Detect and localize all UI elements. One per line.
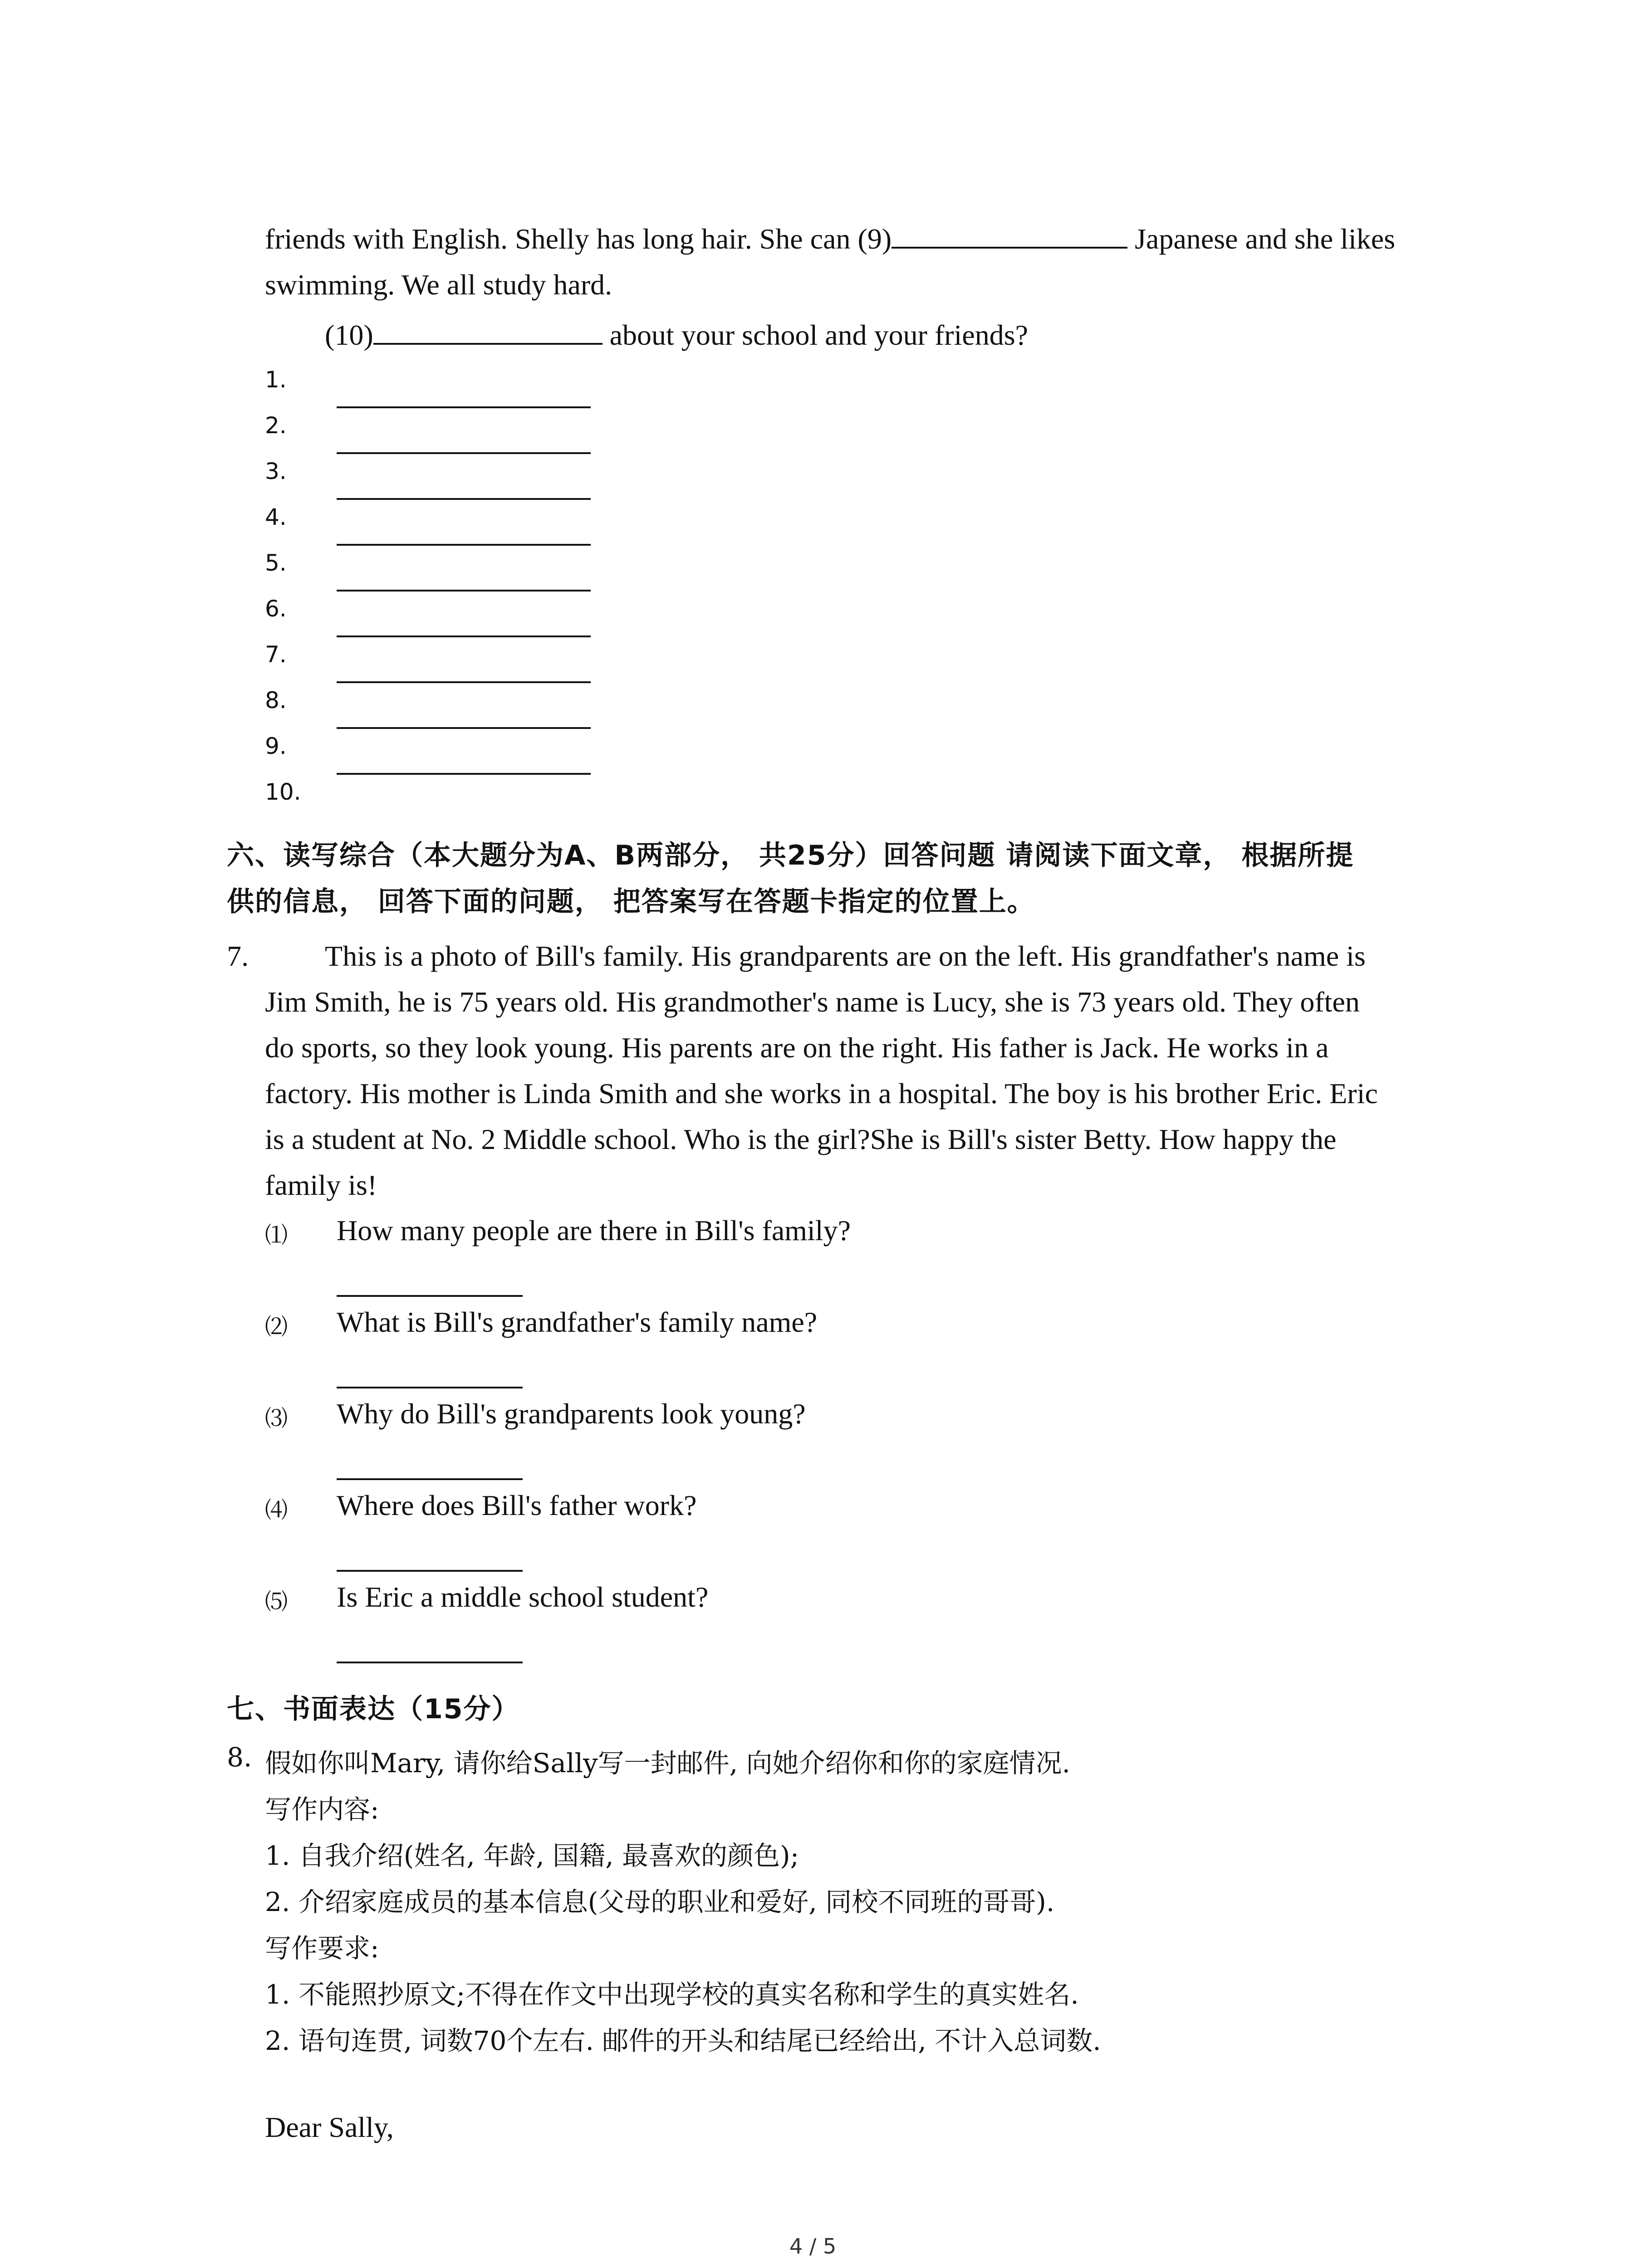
writing-content-item-2: 2. 介绍家庭成员的基本信息(父母的职业和爱好, 同校不同班的哥哥). <box>265 1887 1055 1917</box>
question-8-prompt: 假如你叫Mary, 请你给Sally写一封邮件, 向她介绍你和你的家庭情况. <box>265 1748 1071 1779</box>
answer-line-label: 2. <box>265 412 287 439</box>
answer-line <box>337 590 591 591</box>
question-7-passage-line: do sports, so they look young. His parents are on the right. His father is Jack. He works in a <box>265 1031 1329 1064</box>
passage-text: about your school and your friends? <box>602 319 1029 351</box>
section-7-heading: 七、书面表达（15分） <box>227 1693 520 1725</box>
sub-question-label: ⑸ <box>265 1589 288 1615</box>
answer-line-label: 4. <box>265 504 287 530</box>
sub-question-answer-line <box>337 1295 523 1297</box>
sub-question-label: ⑵ <box>265 1314 288 1340</box>
sub-question-text: What is Bill's grandfather's family name? <box>337 1306 818 1338</box>
blank-9 <box>892 221 1127 249</box>
letter-salutation: Dear Sally, <box>265 2111 394 2143</box>
answer-line <box>337 681 591 683</box>
passage-line-1 <box>265 216 1395 262</box>
answer-line <box>337 452 591 454</box>
writing-requirements-title: 写作要求: <box>265 1933 379 1964</box>
passage-text: friends with English. Shelly has long hair. She can (9) <box>265 223 892 255</box>
sub-question-label: ⑷ <box>265 1497 288 1523</box>
answer-line-label: 1. <box>265 367 287 393</box>
answer-line <box>337 498 591 500</box>
answer-line <box>337 635 591 637</box>
writing-requirement-item-2: 2. 语句连贯, 词数70个左右. 邮件的开头和结尾已经给出, 不计入总词数. <box>265 2025 1101 2056</box>
answer-line <box>337 406 591 408</box>
answer-line-label: 6. <box>265 596 287 622</box>
question-7-passage-line: is a student at No. 2 Middle school. Who is the girl?She is Bill's sister Betty. How happy the <box>265 1123 1337 1155</box>
sub-question-text: Why do Bill's grandparents look young? <box>337 1398 806 1430</box>
sub-question-text: Is Eric a middle school student? <box>337 1581 709 1613</box>
sub-question-answer-line <box>337 1570 523 1572</box>
passage-text: Japanese and she likes <box>1127 223 1396 255</box>
blank-10 <box>373 318 603 345</box>
question-7-passage-line: Jim Smith, he is 75 years old. His grandmother's name is Lucy, she is 73 years old. They often <box>265 986 1360 1018</box>
answer-line-label: 10. <box>265 779 301 805</box>
sub-question-text: How many people are there in Bill's family? <box>337 1214 851 1246</box>
section-6-heading-line-2: 供的信息， 回答下面的问题， 把答案写在答题卡指定的位置上。 <box>227 886 1035 918</box>
question-7-passage-line: family is! <box>265 1169 377 1201</box>
answer-line <box>337 727 591 729</box>
passage-text: (10) <box>325 319 373 351</box>
answer-line-label: 5. <box>265 550 287 576</box>
answer-line-label: 3. <box>265 458 287 484</box>
sub-question-answer-line <box>337 1662 523 1663</box>
answer-line-label: 8. <box>265 687 287 714</box>
passage-line-2: swimming. We all study hard. <box>265 269 612 301</box>
question-8-number: 8. <box>227 1742 252 1773</box>
answer-line <box>337 544 591 546</box>
writing-content-item-1: 1. 自我介绍(姓名, 年龄, 国籍, 最喜欢的颜色); <box>265 1840 799 1871</box>
question-7-passage-line: factory. His mother is Linda Smith and she works in a hospital. The boy is his brother Eric. Eric <box>265 1077 1378 1110</box>
sub-question-answer-line <box>337 1387 523 1388</box>
answer-line-label: 9. <box>265 733 287 759</box>
sub-question-label: ⑴ <box>265 1222 288 1248</box>
answer-line-label: 7. <box>265 641 287 668</box>
writing-content-title: 写作内容: <box>265 1794 379 1825</box>
question-7-number: 7. <box>227 940 249 972</box>
writing-requirement-item-1: 1. 不能照抄原文;不得在作文中出现学校的真实名称和学生的真实姓名. <box>265 1979 1079 2010</box>
page-number: 4 / 5 <box>789 2234 837 2258</box>
answer-line <box>337 773 591 775</box>
question-7-passage-line: This is a photo of Bill's family. His grandparents are on the left. His grandfather's name is <box>325 940 1366 972</box>
sub-question-answer-line <box>337 1478 523 1480</box>
section-6-heading-line-1: 六、读写综合（本大题分为A、B两部分， 共25分）回答问题 请阅读下面文章， 根据所提 <box>227 840 1354 871</box>
passage-line-3 <box>325 313 1028 358</box>
sub-question-label: ⑶ <box>265 1405 288 1432</box>
sub-question-text: Where does Bill's father work? <box>337 1489 697 1521</box>
